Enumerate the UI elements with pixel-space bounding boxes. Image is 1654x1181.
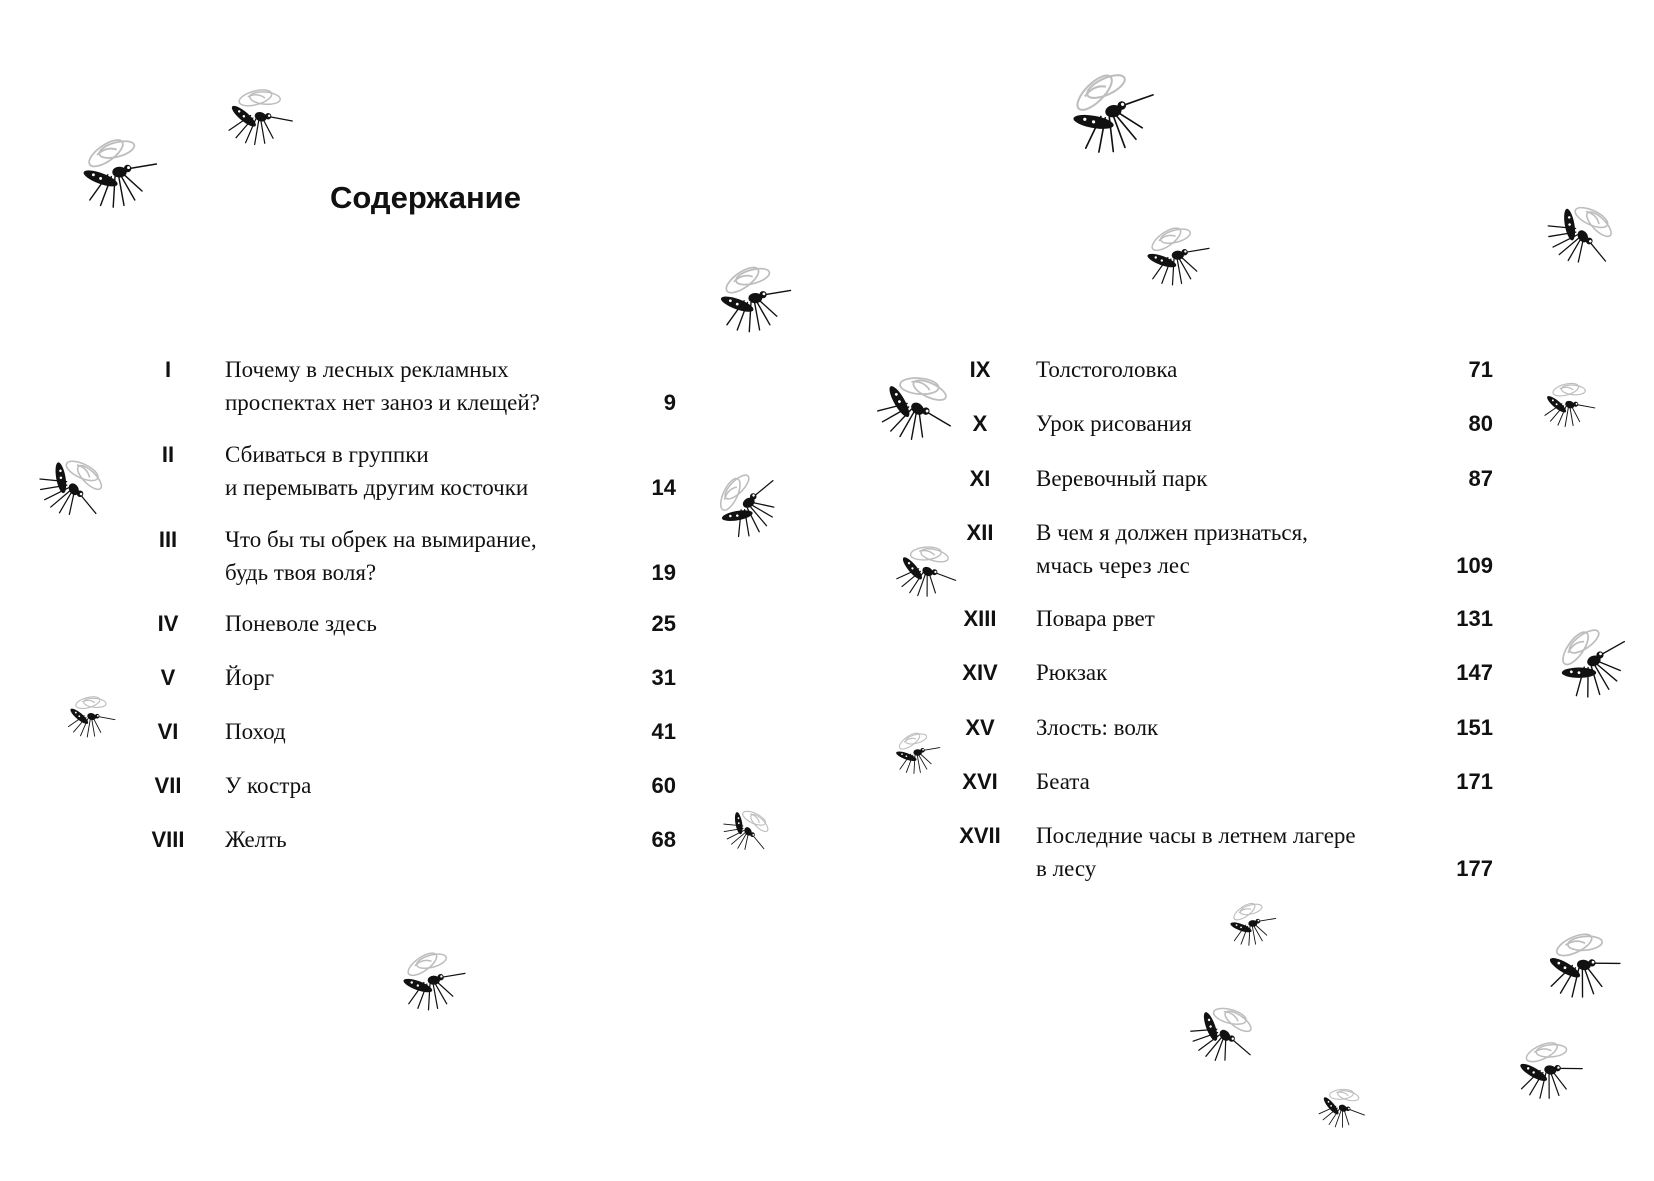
chapter-page-number: 25 [651, 611, 676, 636]
chapter-number: XI [969, 466, 991, 491]
chapter-title-line: Веревочный парк [1036, 466, 1208, 491]
mosquito-illustration [1502, 1026, 1591, 1119]
chapter-page-number: 41 [651, 719, 676, 744]
chapter-number: XIV [962, 660, 998, 685]
chapter-page-number: 109 [1456, 553, 1493, 578]
mosquito-icon [1136, 218, 1212, 294]
mosquito-illustration [1521, 179, 1635, 291]
mosquito-illustration [14, 433, 125, 542]
chapter-page-number: 171 [1456, 769, 1493, 794]
chapter-title [225, 353, 540, 419]
chapter-page-number: 19 [651, 560, 676, 585]
mosquito-illustration [70, 128, 160, 223]
mosquito-illustration [1529, 915, 1629, 1020]
chapter-page-number: 31 [651, 665, 676, 690]
mosquito-icon [1222, 896, 1278, 952]
mosquito-illustration [1527, 366, 1606, 448]
chapter-page-number: 80 [1468, 411, 1493, 436]
chapter-page-number: 151 [1456, 715, 1493, 740]
chapter-title-line: У костра [225, 773, 312, 798]
chapter-number: I [164, 357, 172, 382]
chapter-title [225, 607, 377, 640]
chapter-title-line: и перемывать другим косточки [225, 475, 529, 500]
chapter-title-line: мчась через лес [1036, 553, 1190, 578]
mosquito-illustration [704, 791, 785, 870]
chapter-title-line: Поневоле здесь [225, 611, 377, 636]
mosquito-illustration [1222, 896, 1278, 957]
chapter-title-line: Почему в лесных рекламных [225, 357, 509, 382]
chapter-title [1036, 819, 1356, 885]
chapter-title [225, 715, 286, 748]
chapter-number: II [161, 442, 175, 467]
chapter-title-line: Желть [225, 827, 287, 852]
chapter-title-line: Что бы ты обрек на вымирание, [225, 527, 537, 552]
chapter-title-line: в лесу [1036, 856, 1097, 881]
chapter-title [1036, 711, 1158, 744]
chapter-page-number: 177 [1456, 856, 1493, 881]
chapter-number: III [158, 527, 178, 552]
chapter-page-number: 60 [651, 773, 676, 798]
chapter-title [1036, 516, 1308, 582]
chapter-page-number: 147 [1456, 660, 1493, 685]
chapter-number: XV [965, 715, 995, 740]
mosquito-icon [888, 726, 942, 780]
chapter-title-line: Сбиваться в группки [225, 442, 429, 467]
page-title: Содержание [330, 180, 521, 215]
mosquito-illustration [51, 680, 124, 756]
chapter-title-line: проспектах нет заноз и клещей? [225, 390, 540, 415]
chapter-title-line: Повара рвет [1036, 606, 1155, 631]
chapter-title-line: Толстоголовка [1036, 357, 1178, 382]
mosquito-illustration [206, 67, 305, 169]
chapter-page-number: 87 [1468, 466, 1493, 491]
mosquito-icon [1049, 54, 1167, 172]
chapter-title-line: Рюкзак [1036, 660, 1108, 685]
chapter-title [1036, 602, 1155, 635]
chapter-number: V [160, 665, 176, 690]
chapter-page-number: 68 [651, 827, 676, 852]
chapter-title-line: Урок рисования [1036, 411, 1192, 436]
chapter-number: XII [966, 520, 994, 545]
chapter-title [225, 438, 528, 504]
chapter-title-line: Злость: волк [1036, 715, 1159, 740]
mosquito-icon [708, 791, 784, 867]
mosquito-illustration [1136, 218, 1212, 299]
chapter-title [1036, 462, 1207, 495]
mosquito-illustration [1165, 979, 1276, 1089]
chapter-title [1036, 765, 1090, 798]
chapter-title-line: Йорг [225, 665, 275, 690]
chapter-number: X [972, 411, 988, 436]
chapter-number: IV [157, 611, 179, 636]
mosquito-icon [708, 256, 794, 342]
chapter-page-number: 14 [651, 475, 676, 500]
mosquito-icon [392, 943, 468, 1019]
mosquito-icon [1526, 179, 1635, 288]
chapter-title-line: будь твоя воля? [225, 560, 377, 585]
chapter-page-number: 71 [1468, 357, 1493, 382]
chapter-page-number: 9 [663, 390, 676, 415]
mosquito-illustration [692, 452, 801, 563]
chapter-number: VII [154, 773, 182, 798]
chapter-page-number: 131 [1456, 606, 1493, 631]
chapter-number: VI [157, 719, 179, 744]
mosquito-icon [1168, 979, 1275, 1086]
mosquito-illustration [888, 726, 942, 785]
chapter-number: XVI [962, 769, 998, 794]
chapter-title [225, 823, 287, 856]
chapter-title [225, 661, 274, 694]
chapter-title [1036, 656, 1107, 689]
chapter-title [225, 523, 537, 589]
chapter-title-line: Последние часы в летнем лагере [1036, 823, 1356, 848]
chapter-title-line: Беата [1036, 769, 1090, 794]
chapter-title [1036, 353, 1177, 386]
mosquito-illustration [708, 256, 794, 347]
mosquito-icon [1535, 608, 1645, 718]
mosquito-illustration [392, 943, 468, 1024]
mosquito-illustration [1301, 1070, 1377, 1148]
chapter-number: XVII [959, 823, 1001, 848]
mosquito-icon [1502, 1026, 1590, 1114]
mosquito-illustration [1049, 54, 1168, 177]
mosquito-icon [1530, 915, 1630, 1015]
chapter-number: XIII [963, 606, 997, 631]
chapter-number: IX [969, 357, 991, 382]
mosquito-icon [70, 128, 160, 218]
mosquito-illustration [1535, 608, 1647, 723]
chapter-title-line: Поход [225, 719, 286, 744]
mosquito-icon [208, 67, 305, 164]
mosquito-icon [1303, 1070, 1377, 1144]
mosquito-icon [53, 680, 125, 752]
mosquito-icon [692, 452, 799, 559]
chapter-title [225, 769, 311, 802]
mosquito-icon [1528, 366, 1605, 443]
chapter-number: VIII [151, 827, 185, 852]
chapter-title [1036, 407, 1192, 440]
chapter-title-line: В чем я должен признаться, [1036, 520, 1308, 545]
mosquito-icon [18, 433, 125, 540]
